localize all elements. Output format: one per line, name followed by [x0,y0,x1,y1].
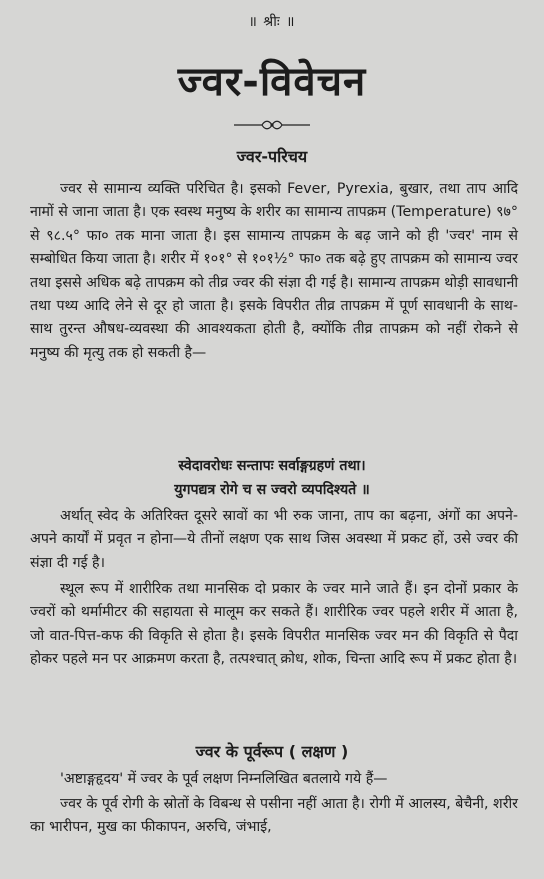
chapter-title: ज्वर-विवेचन [177,59,367,105]
paragraph-fever-intro: ज्वर से सामान्य व्यक्ति परिचित है। इसको Fever, Pyrexia, बुखार, तथा ताप आदि नामों से जाना जाता है। एक स्वस्थ मनुष्य के शरीर का सामान्य तापक्रम (Temperature) ९७° से ९८.५° फा० तक माना जाता है। इस सामान्य तापक्रम के बढ़ जाने को ही 'ज्वर' नाम से सम्बोधित किया जाता है। शरीर में १०१° से १०१½° फा० तक बढ़े हुए तापक्रम को सामान्य ज्वर तथा इससे अधिक बढ़े तापक्रम को तीव्र ज्वर की संज्ञा दी गई है। सामान्य तापक्रम थोड़ी सावधानी तथा पथ्य आदि लेने से दूर हो जाता है। इसके विपरीत तीव्र तापक्रम में पूर्ण सावधानी के साथ-साथ तुरन्त औषध-व्यवस्था की आवश्यकता होती है, क्योंकि तीव्र तापक्रम को नहीं रोकने से मनुष्य की मृत्यु तक हो सकती है— [30,181,518,361]
section-heading-prodromal-symptoms: ज्वर के पूर्वरूप ( लक्षण ) [195,742,349,761]
section-heading-fever-intro: ज्वर-परिचय [236,147,308,166]
paragraph-prodromal-symptoms: ज्वर के पूर्व रोगी के स्रोतों के विबन्ध से पसीना नहीं आता है। रोगी में आलस्य, बेचैनी, शरीर का भारीपन, मुख का फीकापन, अरुचि, जंभाई, [30,796,518,836]
sanskrit-verse-line-1: स्वेदावरोधः सन्तापः सर्वाङ्गग्रहणं तथा। [178,458,366,474]
paragraph-fever-types: स्थूल रूप में शारीरिक तथा मानसिक दो प्रकार के ज्वर माने जाते हैं। इन दोनों प्रकार के ज्वरों को थर्मामीटर की सहायता से मालूम कर सकते हैं। शारीरिक ज्वर पहले शरीर में आता है, जो वात-पित्त-कफ की विकृति से होता है। इसके विपरीत मानसिक ज्वर मन की विकृति से पैदा होकर पहले मन पर आक्रमण करता है, तत्पश्चात् क्रोध, शोक, चिन्ता आदि रूप में प्रकट होता है। [30,581,518,668]
paragraph-ashtanga-reference: 'अष्टाङ्गहृदय' में ज्वर के पूर्व लक्षण निम्नलिखित बतलाये गये हैं— [60,771,388,787]
invocation-header: ॥ श्रीः ॥ [248,14,296,30]
sanskrit-verse-line-2: युगपद्यत्र रोगे च स ज्वरो व्यपदिश्यते ॥ [174,482,370,498]
ornament-divider-icon [232,118,312,132]
paragraph-verse-meaning: अर्थात् स्वेद के अतिरिक्त दूसरे स्रावों का भी रुक जाना, ताप का बढ़ना, अंगों का अपने-अपने कार्यों में प्रवृत न होना—ये तीनों लक्षण एक साथ जिस अवस्था में प्रकट हों, उसे ज्वर की संज्ञा दी गई है। [30,508,518,571]
